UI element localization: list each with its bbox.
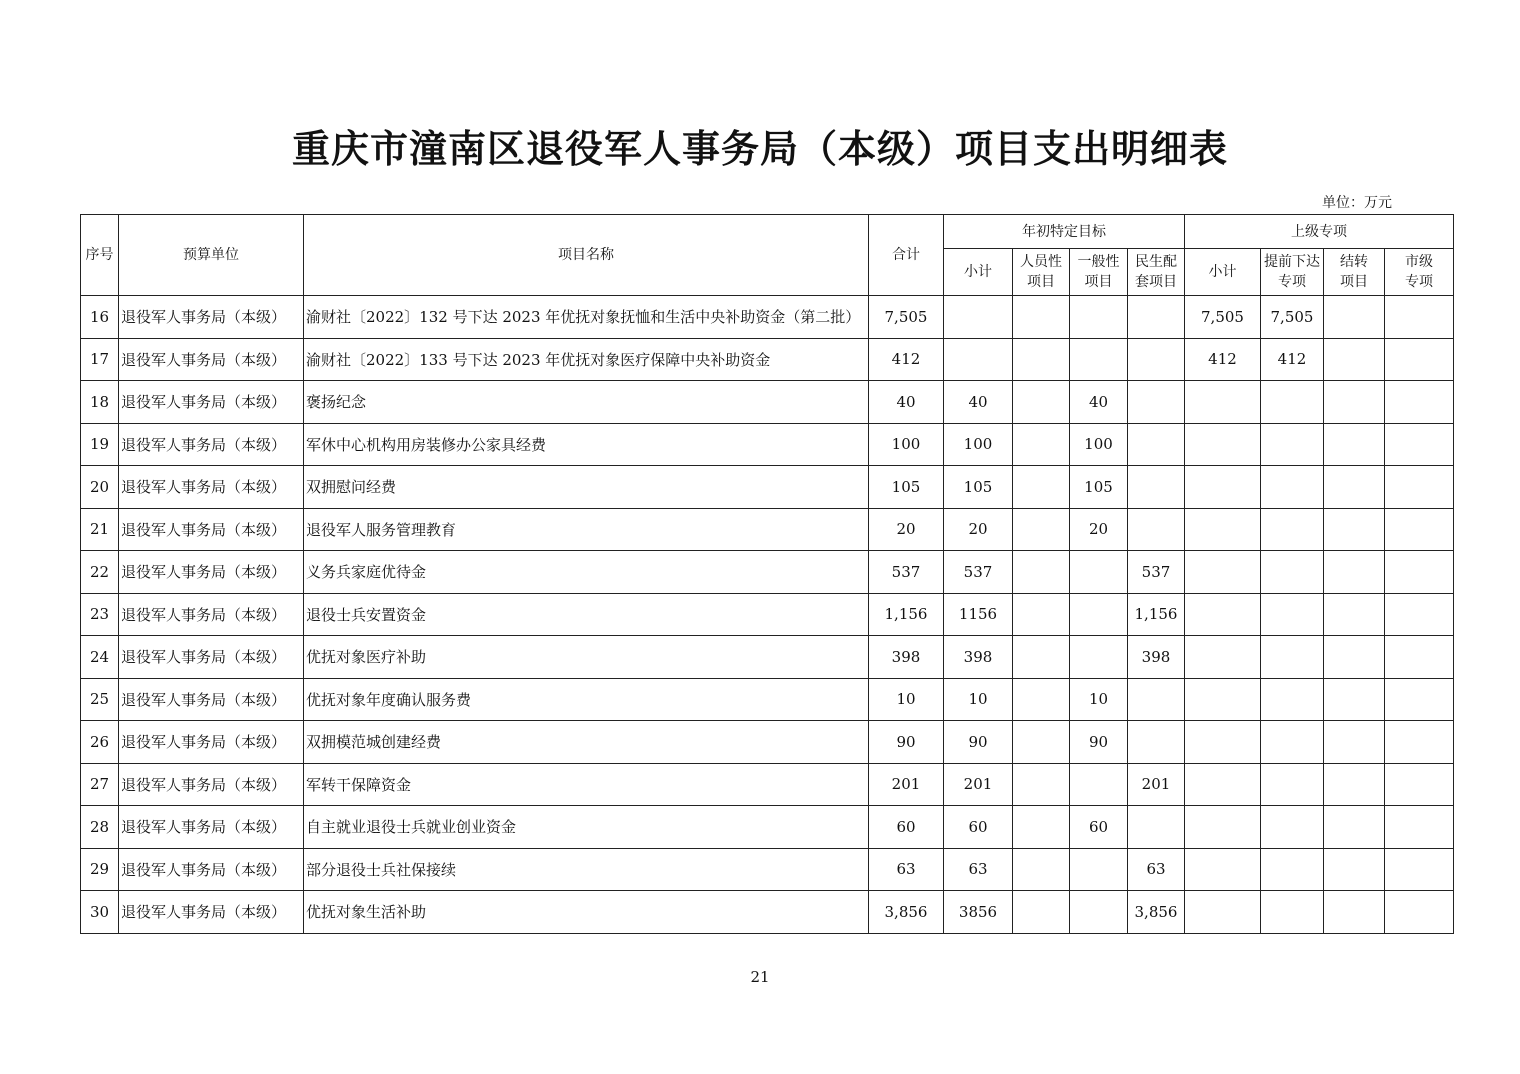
cell-total: 63	[869, 848, 944, 891]
table-row	[81, 423, 1454, 466]
cell-total: 398	[869, 636, 944, 679]
cell-advance	[1261, 381, 1324, 424]
cell-advance	[1261, 891, 1324, 934]
header-group-year-targets: 年初特定目标	[944, 215, 1185, 249]
cell-project-name: 优抚对象年度确认服务费	[304, 678, 869, 721]
cell-subtotal-year: 537	[944, 551, 1013, 594]
cell-personnel	[1013, 508, 1070, 551]
cell-subtotal-upper	[1185, 423, 1261, 466]
cell-seq: 29	[81, 848, 119, 891]
cell-carryover	[1324, 848, 1385, 891]
header-subtotal-year: 小计	[944, 249, 1013, 296]
cell-general	[1070, 636, 1128, 679]
header-group-upper-special: 上级专项	[1185, 215, 1454, 249]
cell-subtotal-upper	[1185, 508, 1261, 551]
cell-subtotal-year: 10	[944, 678, 1013, 721]
table-row	[81, 296, 1454, 339]
cell-seq: 19	[81, 423, 119, 466]
cell-city	[1385, 381, 1454, 424]
cell-livelihood	[1128, 466, 1185, 509]
cell-budget-unit: 退役军人事务局（本级）	[119, 721, 304, 764]
cell-subtotal-upper	[1185, 721, 1261, 764]
cell-subtotal-upper	[1185, 636, 1261, 679]
cell-seq: 16	[81, 296, 119, 339]
cell-livelihood: 201	[1128, 763, 1185, 806]
cell-advance	[1261, 593, 1324, 636]
cell-budget-unit: 退役军人事务局（本级）	[119, 678, 304, 721]
cell-carryover	[1324, 636, 1385, 679]
header-total: 合计	[869, 215, 944, 296]
cell-total: 1,156	[869, 593, 944, 636]
cell-seq: 22	[81, 551, 119, 594]
cell-personnel	[1013, 848, 1070, 891]
cell-advance	[1261, 763, 1324, 806]
cell-subtotal-upper	[1185, 848, 1261, 891]
cell-city	[1385, 721, 1454, 764]
cell-subtotal-upper	[1185, 891, 1261, 934]
header-subtotal-upper: 小计	[1185, 249, 1261, 296]
cell-project-name: 退役军人服务管理教育	[304, 508, 869, 551]
cell-carryover	[1324, 806, 1385, 849]
cell-personnel	[1013, 381, 1070, 424]
cell-seq: 28	[81, 806, 119, 849]
table-row	[81, 508, 1454, 551]
table-row	[81, 763, 1454, 806]
cell-subtotal-year: 100	[944, 423, 1013, 466]
cell-city	[1385, 551, 1454, 594]
cell-project-name: 双拥模范城创建经费	[304, 721, 869, 764]
cell-city	[1385, 891, 1454, 934]
cell-city	[1385, 593, 1454, 636]
cell-personnel	[1013, 423, 1070, 466]
cell-total: 7,505	[869, 296, 944, 339]
cell-total: 40	[869, 381, 944, 424]
cell-advance	[1261, 806, 1324, 849]
cell-personnel	[1013, 466, 1070, 509]
cell-subtotal-year: 20	[944, 508, 1013, 551]
cell-subtotal-upper	[1185, 381, 1261, 424]
cell-general: 90	[1070, 721, 1128, 764]
cell-subtotal-year: 90	[944, 721, 1013, 764]
cell-subtotal-upper: 7,505	[1185, 296, 1261, 339]
cell-total: 201	[869, 763, 944, 806]
cell-general	[1070, 551, 1128, 594]
page-number: 21	[750, 968, 770, 986]
cell-carryover	[1324, 891, 1385, 934]
cell-carryover	[1324, 551, 1385, 594]
cell-advance	[1261, 721, 1324, 764]
cell-seq: 25	[81, 678, 119, 721]
header-advance: 提前下达 专项	[1261, 249, 1324, 296]
cell-project-name: 褒扬纪念	[304, 381, 869, 424]
cell-livelihood: 1,156	[1128, 593, 1185, 636]
cell-subtotal-year: 40	[944, 381, 1013, 424]
cell-seq: 17	[81, 338, 119, 381]
cell-livelihood	[1128, 338, 1185, 381]
table-row	[81, 891, 1454, 934]
cell-carryover	[1324, 508, 1385, 551]
cell-seq: 26	[81, 721, 119, 764]
cell-subtotal-year: 105	[944, 466, 1013, 509]
cell-total: 412	[869, 338, 944, 381]
header-project-name: 项目名称	[304, 215, 869, 296]
cell-seq: 21	[81, 508, 119, 551]
cell-budget-unit: 退役军人事务局（本级）	[119, 508, 304, 551]
table-row	[81, 636, 1454, 679]
cell-total: 100	[869, 423, 944, 466]
cell-seq: 20	[81, 466, 119, 509]
cell-general	[1070, 763, 1128, 806]
cell-personnel	[1013, 338, 1070, 381]
table-row	[81, 721, 1454, 764]
cell-livelihood	[1128, 381, 1185, 424]
cell-personnel	[1013, 763, 1070, 806]
cell-carryover	[1324, 678, 1385, 721]
cell-project-name: 双拥慰问经费	[304, 466, 869, 509]
cell-general: 60	[1070, 806, 1128, 849]
cell-carryover	[1324, 466, 1385, 509]
cell-city	[1385, 466, 1454, 509]
cell-livelihood	[1128, 721, 1185, 764]
cell-personnel	[1013, 806, 1070, 849]
table-row	[81, 381, 1454, 424]
cell-personnel	[1013, 891, 1070, 934]
cell-livelihood	[1128, 806, 1185, 849]
cell-subtotal-upper	[1185, 466, 1261, 509]
header-seq: 序号	[81, 215, 119, 296]
cell-livelihood	[1128, 508, 1185, 551]
cell-city	[1385, 423, 1454, 466]
cell-budget-unit: 退役军人事务局（本级）	[119, 466, 304, 509]
cell-general	[1070, 593, 1128, 636]
cell-personnel	[1013, 721, 1070, 764]
cell-general: 10	[1070, 678, 1128, 721]
cell-subtotal-year: 398	[944, 636, 1013, 679]
cell-carryover	[1324, 381, 1385, 424]
header-general: 一般性 项目	[1070, 249, 1128, 296]
cell-general	[1070, 848, 1128, 891]
cell-project-name: 渝财社〔2022〕132 号下达 2023 年优抚对象抚恤和生活中央补助资金（第二批）	[304, 296, 869, 339]
cell-budget-unit: 退役军人事务局（本级）	[119, 338, 304, 381]
cell-advance: 412	[1261, 338, 1324, 381]
cell-subtotal-year: 201	[944, 763, 1013, 806]
cell-personnel	[1013, 296, 1070, 339]
cell-carryover	[1324, 296, 1385, 339]
cell-project-name: 义务兵家庭优待金	[304, 551, 869, 594]
cell-general	[1070, 891, 1128, 934]
cell-advance: 7,505	[1261, 296, 1324, 339]
cell-personnel	[1013, 593, 1070, 636]
cell-total: 60	[869, 806, 944, 849]
cell-project-name: 渝财社〔2022〕133 号下达 2023 年优抚对象医疗保障中央补助资金	[304, 338, 869, 381]
cell-advance	[1261, 636, 1324, 679]
cell-budget-unit: 退役军人事务局（本级）	[119, 296, 304, 339]
cell-carryover	[1324, 423, 1385, 466]
table-row	[81, 466, 1454, 509]
cell-livelihood	[1128, 423, 1185, 466]
cell-budget-unit: 退役军人事务局（本级）	[119, 381, 304, 424]
cell-subtotal-year: 3856	[944, 891, 1013, 934]
cell-total: 3,856	[869, 891, 944, 934]
cell-project-name: 退役士兵安置资金	[304, 593, 869, 636]
cell-general: 105	[1070, 466, 1128, 509]
cell-budget-unit: 退役军人事务局（本级）	[119, 806, 304, 849]
table-row	[81, 806, 1454, 849]
cell-total: 10	[869, 678, 944, 721]
cell-advance	[1261, 466, 1324, 509]
cell-city	[1385, 508, 1454, 551]
cell-city	[1385, 636, 1454, 679]
cell-seq: 18	[81, 381, 119, 424]
cell-city	[1385, 848, 1454, 891]
cell-personnel	[1013, 678, 1070, 721]
cell-seq: 24	[81, 636, 119, 679]
cell-budget-unit: 退役军人事务局（本级）	[119, 593, 304, 636]
cell-carryover	[1324, 593, 1385, 636]
cell-personnel	[1013, 636, 1070, 679]
cell-advance	[1261, 848, 1324, 891]
cell-city	[1385, 338, 1454, 381]
table-row	[81, 338, 1454, 381]
cell-project-name: 优抚对象生活补助	[304, 891, 869, 934]
header-budget-unit: 预算单位	[119, 215, 304, 296]
unit-label: 单位：万元	[1322, 195, 1392, 211]
cell-project-name: 优抚对象医疗补助	[304, 636, 869, 679]
cell-subtotal-upper	[1185, 593, 1261, 636]
cell-total: 90	[869, 721, 944, 764]
cell-advance	[1261, 508, 1324, 551]
cell-personnel	[1013, 551, 1070, 594]
table-row	[81, 593, 1454, 636]
cell-city	[1385, 678, 1454, 721]
cell-subtotal-upper	[1185, 678, 1261, 721]
page-title: 重庆市潼南区退役军人事务局（本级）项目支出明细表	[291, 127, 1228, 171]
header-livelihood: 民生配 套项目	[1128, 249, 1185, 296]
cell-project-name: 部分退役士兵社保接续	[304, 848, 869, 891]
cell-general	[1070, 296, 1128, 339]
cell-budget-unit: 退役军人事务局（本级）	[119, 423, 304, 466]
project-expenditure-table	[80, 214, 1454, 934]
cell-livelihood: 398	[1128, 636, 1185, 679]
cell-carryover	[1324, 763, 1385, 806]
cell-subtotal-upper	[1185, 551, 1261, 594]
cell-advance	[1261, 678, 1324, 721]
cell-subtotal-year	[944, 296, 1013, 339]
cell-livelihood	[1128, 678, 1185, 721]
cell-subtotal-year: 60	[944, 806, 1013, 849]
cell-livelihood: 3,856	[1128, 891, 1185, 934]
cell-subtotal-upper	[1185, 763, 1261, 806]
cell-total: 20	[869, 508, 944, 551]
cell-livelihood: 63	[1128, 848, 1185, 891]
cell-livelihood: 537	[1128, 551, 1185, 594]
header-personnel: 人员性 项目	[1013, 249, 1070, 296]
table-row	[81, 848, 1454, 891]
cell-subtotal-year	[944, 338, 1013, 381]
cell-carryover	[1324, 338, 1385, 381]
cell-general: 100	[1070, 423, 1128, 466]
cell-budget-unit: 退役军人事务局（本级）	[119, 891, 304, 934]
cell-seq: 27	[81, 763, 119, 806]
cell-budget-unit: 退役军人事务局（本级）	[119, 636, 304, 679]
cell-project-name: 军休中心机构用房装修办公家具经费	[304, 423, 869, 466]
cell-subtotal-upper: 412	[1185, 338, 1261, 381]
cell-subtotal-year: 63	[944, 848, 1013, 891]
cell-seq: 23	[81, 593, 119, 636]
cell-seq: 30	[81, 891, 119, 934]
cell-livelihood	[1128, 296, 1185, 339]
cell-city	[1385, 296, 1454, 339]
cell-project-name: 自主就业退役士兵就业创业资金	[304, 806, 869, 849]
cell-general: 40	[1070, 381, 1128, 424]
cell-total: 537	[869, 551, 944, 594]
cell-general: 20	[1070, 508, 1128, 551]
cell-total: 105	[869, 466, 944, 509]
header-carryover: 结转 项目	[1324, 249, 1385, 296]
cell-general	[1070, 338, 1128, 381]
cell-advance	[1261, 551, 1324, 594]
table-row	[81, 551, 1454, 594]
cell-budget-unit: 退役军人事务局（本级）	[119, 763, 304, 806]
cell-city	[1385, 806, 1454, 849]
cell-advance	[1261, 423, 1324, 466]
cell-budget-unit: 退役军人事务局（本级）	[119, 848, 304, 891]
cell-city	[1385, 763, 1454, 806]
cell-subtotal-year: 1156	[944, 593, 1013, 636]
cell-budget-unit: 退役军人事务局（本级）	[119, 551, 304, 594]
cell-carryover	[1324, 721, 1385, 764]
table-row	[81, 678, 1454, 721]
cell-subtotal-upper	[1185, 806, 1261, 849]
header-city: 市级 专项	[1385, 249, 1454, 296]
cell-project-name: 军转干保障资金	[304, 763, 869, 806]
